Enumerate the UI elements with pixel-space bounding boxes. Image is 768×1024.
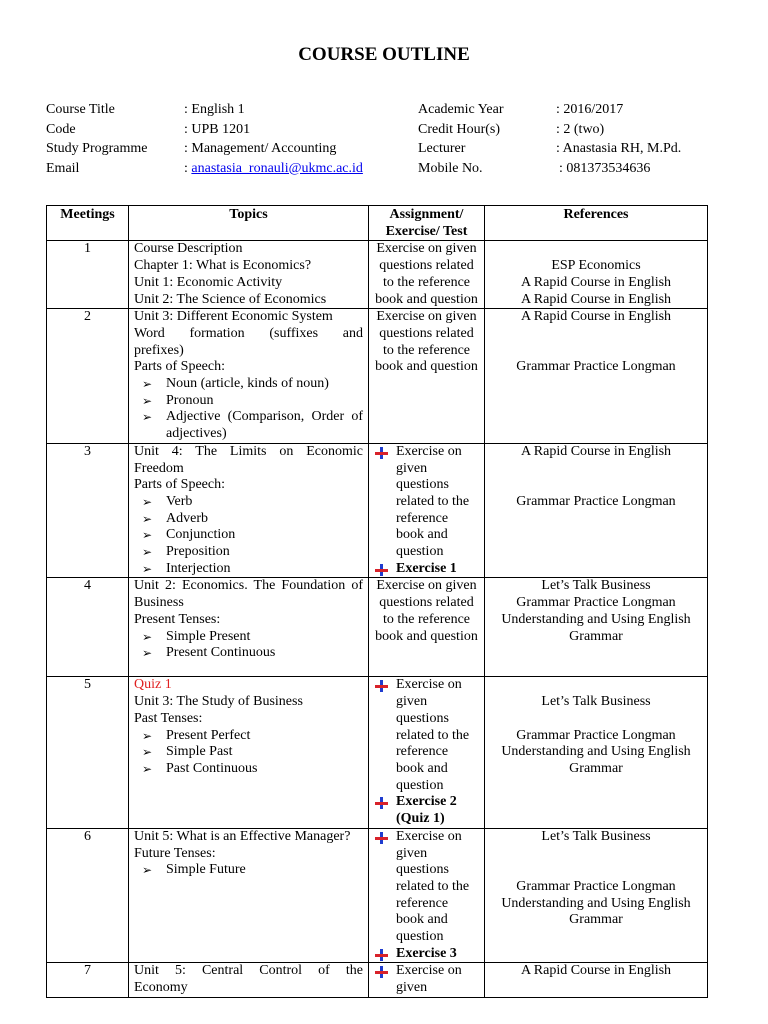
info-value: : Management/ Accounting (184, 141, 337, 156)
list-item (374, 963, 479, 996)
meeting-number: 7 (47, 963, 129, 997)
plus-bullet-icon (375, 564, 388, 576)
assignment-text: Exercise 1 (396, 560, 457, 576)
assignment-text: Exercise on given questions related to the reference book and question (396, 677, 470, 793)
list-item (374, 561, 479, 578)
meeting-number: 3 (47, 443, 129, 578)
topic-line: Unit 2: The Science of Economics (134, 291, 327, 307)
assignment-list (374, 829, 479, 963)
reference: Let’s Talk Business (541, 694, 651, 710)
table-row (47, 963, 708, 997)
list-item (374, 946, 479, 963)
topic-list (134, 376, 363, 443)
topic-line: Unit 2: Economics. The Foundation of (134, 578, 363, 594)
assignment-list (374, 677, 479, 827)
plus-bullet-icon (375, 447, 388, 459)
spacer (490, 677, 702, 694)
table-row (47, 309, 708, 444)
references-cell (485, 677, 708, 828)
topic-list (134, 862, 363, 879)
reference: Grammar Practice Longman (516, 595, 676, 611)
reference: Understanding and Using English Grammar (501, 611, 691, 644)
topic-line: prefixes) (134, 342, 184, 358)
plus-bullet-icon (375, 797, 388, 809)
reference: A Rapid Course in English (520, 274, 672, 290)
info-row-study-programme (46, 141, 726, 161)
topics-cell (129, 963, 369, 997)
list-item: ➢ Present Perfect (142, 728, 363, 745)
spacer (490, 846, 702, 879)
table-row (47, 578, 708, 677)
list-item: ➢ Noun (article, kinds of noun) (142, 376, 363, 393)
table-row (47, 443, 708, 578)
reference: A Rapid Course in English (520, 309, 672, 325)
info-label: Lecturer (418, 141, 466, 156)
plus-bullet-icon (375, 680, 388, 692)
list-item: ➢ Pronoun (142, 393, 363, 410)
quiz-label: Quiz 1 (134, 677, 172, 693)
topic-line: Future Tenses: (134, 845, 216, 861)
topic-line: Business (134, 595, 184, 611)
spacer (490, 326, 702, 359)
list-item: ➢ Simple Present (142, 629, 363, 646)
topic-line: Unit 3: The Study of Business (134, 694, 303, 710)
email-link[interactable]: anastasia_ronauli@ukmc.ac.id (191, 160, 363, 176)
list-item: ➢ Adverb (142, 511, 363, 528)
topic-line: Unit 3: Different Economic System (134, 309, 333, 325)
topics-cell (129, 443, 369, 578)
reference: Understanding and Using English Grammar (501, 744, 691, 776)
topic-line: Freedom (134, 460, 184, 476)
info-value: : English 1 (184, 102, 245, 117)
list-item: ➢ Past Continuous (142, 761, 363, 778)
reference: Let’s Talk Business (541, 828, 651, 844)
info-value: : UPB 1201 (184, 121, 251, 137)
assignment-text: Exercise on given questions related to the reference book and question (396, 443, 470, 560)
info-value: : Anastasia RH, M.Pd. (556, 141, 682, 156)
info-label: Credit Hour(s) (418, 121, 501, 137)
list-item: ➢ Verb (142, 494, 363, 511)
topic-line: Word formation (suffixes and (134, 325, 363, 341)
reference: Grammar Practice Longman (516, 727, 676, 743)
assignment-cell (369, 677, 485, 828)
meeting-number: 6 (47, 828, 129, 963)
topic-line: Parts of Speech: (134, 477, 225, 493)
reference: Grammar Practice Longman (516, 359, 676, 375)
topics-cell (129, 309, 369, 444)
topic-line: Past Tenses: (134, 710, 203, 726)
header-topics: Topics (129, 206, 369, 241)
assignment-text: Exercise 2 (Quiz 1) (396, 794, 457, 827)
topic-list (134, 629, 363, 662)
info-label: Mobile No. (418, 160, 483, 176)
info-row-course-title (46, 102, 726, 122)
reference: Grammar Practice Longman (516, 878, 676, 894)
info-value (184, 161, 363, 178)
info-row-email (46, 161, 726, 181)
list-item: ➢ Preposition (142, 544, 363, 561)
topic-line: Unit 4: The Limits on Economic (134, 443, 363, 459)
info-label: Email (46, 160, 80, 176)
header-references: References (485, 206, 708, 241)
reference: ESP Economics (551, 258, 641, 274)
table-row (47, 828, 708, 963)
spacer (490, 241, 702, 258)
meeting-number: 4 (47, 578, 129, 677)
topics-cell (129, 677, 369, 828)
info-label: Study Programme (46, 141, 148, 156)
plus-bullet-icon (375, 832, 388, 844)
assignment-list (374, 963, 479, 996)
assignment-cell (369, 443, 485, 578)
topic-line: Economy (134, 980, 188, 996)
list-item (374, 829, 479, 946)
list-item: ➢ Simple Past (142, 744, 363, 761)
assignment-text: Exercise on given questions related to the reference book and question (396, 828, 470, 945)
info-value: : 2 (two) (556, 121, 605, 137)
info-value: : 081373534636 (559, 160, 651, 176)
info-row-code (46, 122, 726, 142)
topic-line: Parts of Speech: (134, 359, 225, 375)
header-meetings: Meetings (47, 206, 129, 241)
list-item: ➢ Conjunction (142, 527, 363, 544)
topic-list (134, 494, 363, 578)
info-value: : 2016/2017 (556, 102, 624, 117)
spacer (490, 711, 702, 728)
topic-list (134, 728, 363, 778)
list-item (374, 677, 479, 794)
reference: Let’s Talk Business (541, 578, 651, 594)
references-cell (485, 443, 708, 578)
topic-line: Unit 1: Economic Activity (134, 274, 283, 290)
topic-line: Course Description (134, 241, 243, 257)
meeting-number: 5 (47, 677, 129, 828)
references-cell (485, 241, 708, 309)
info-label: Code (46, 121, 76, 137)
reference: Grammar Practice Longman (516, 493, 676, 509)
topic-line: Unit 5: Central Control of the (134, 963, 363, 979)
page-title: COURSE OUTLINE (298, 44, 470, 65)
topics-cell (129, 578, 369, 677)
colon: : (184, 160, 192, 176)
assignment-cell: Exercise on given questions related to the reference book and question (369, 578, 485, 677)
table-row (47, 677, 708, 828)
table-row (47, 241, 708, 309)
reference: A Rapid Course in English (520, 443, 672, 459)
list-item (374, 794, 479, 827)
topics-cell (129, 828, 369, 963)
list-item: ➢ Simple Future (142, 862, 363, 879)
meeting-number: 2 (47, 309, 129, 444)
topic-line: Chapter 1: What is Economics? (134, 258, 312, 274)
topic-line: Present Tenses: (134, 611, 221, 627)
assignment-cell: Exercise on given questions related to the reference book and question (369, 309, 485, 444)
assignment-cell: Exercise on given questions related to the reference book and question (369, 241, 485, 309)
spacer (490, 461, 702, 494)
references-cell: A Rapid Course in English (485, 963, 708, 997)
course-info (46, 102, 726, 180)
assignment-text: Exercise on given (396, 963, 462, 996)
info-label: Academic Year (418, 102, 504, 117)
topic-line: Unit 5: What is an Effective Manager? (134, 828, 351, 844)
reference: A Rapid Course in English (520, 291, 672, 307)
course-outline-table (46, 205, 708, 998)
list-item: ➢ Interjection (142, 561, 363, 578)
meeting-number: 1 (47, 241, 129, 309)
list-item: ➢ Present Continuous (142, 645, 363, 662)
references-cell (485, 309, 708, 444)
header-assignment: Assignment/ Exercise/ Test (369, 206, 485, 241)
list-item: ➢ Adjective (Comparison, Order of adjectives) (142, 409, 363, 442)
references-cell (485, 578, 708, 677)
plus-bullet-icon (375, 966, 388, 978)
list-item (374, 444, 479, 561)
table-header-row (47, 206, 708, 241)
reference: Understanding and Using English Grammar (501, 895, 691, 928)
assignment-text: Exercise 3 (396, 945, 457, 961)
assignment-cell (369, 963, 485, 997)
plus-bullet-icon (375, 949, 388, 961)
topics-cell (129, 241, 369, 309)
references-cell (485, 828, 708, 963)
assignment-cell (369, 828, 485, 963)
info-label: Course Title (46, 102, 115, 117)
assignment-list (374, 444, 479, 578)
